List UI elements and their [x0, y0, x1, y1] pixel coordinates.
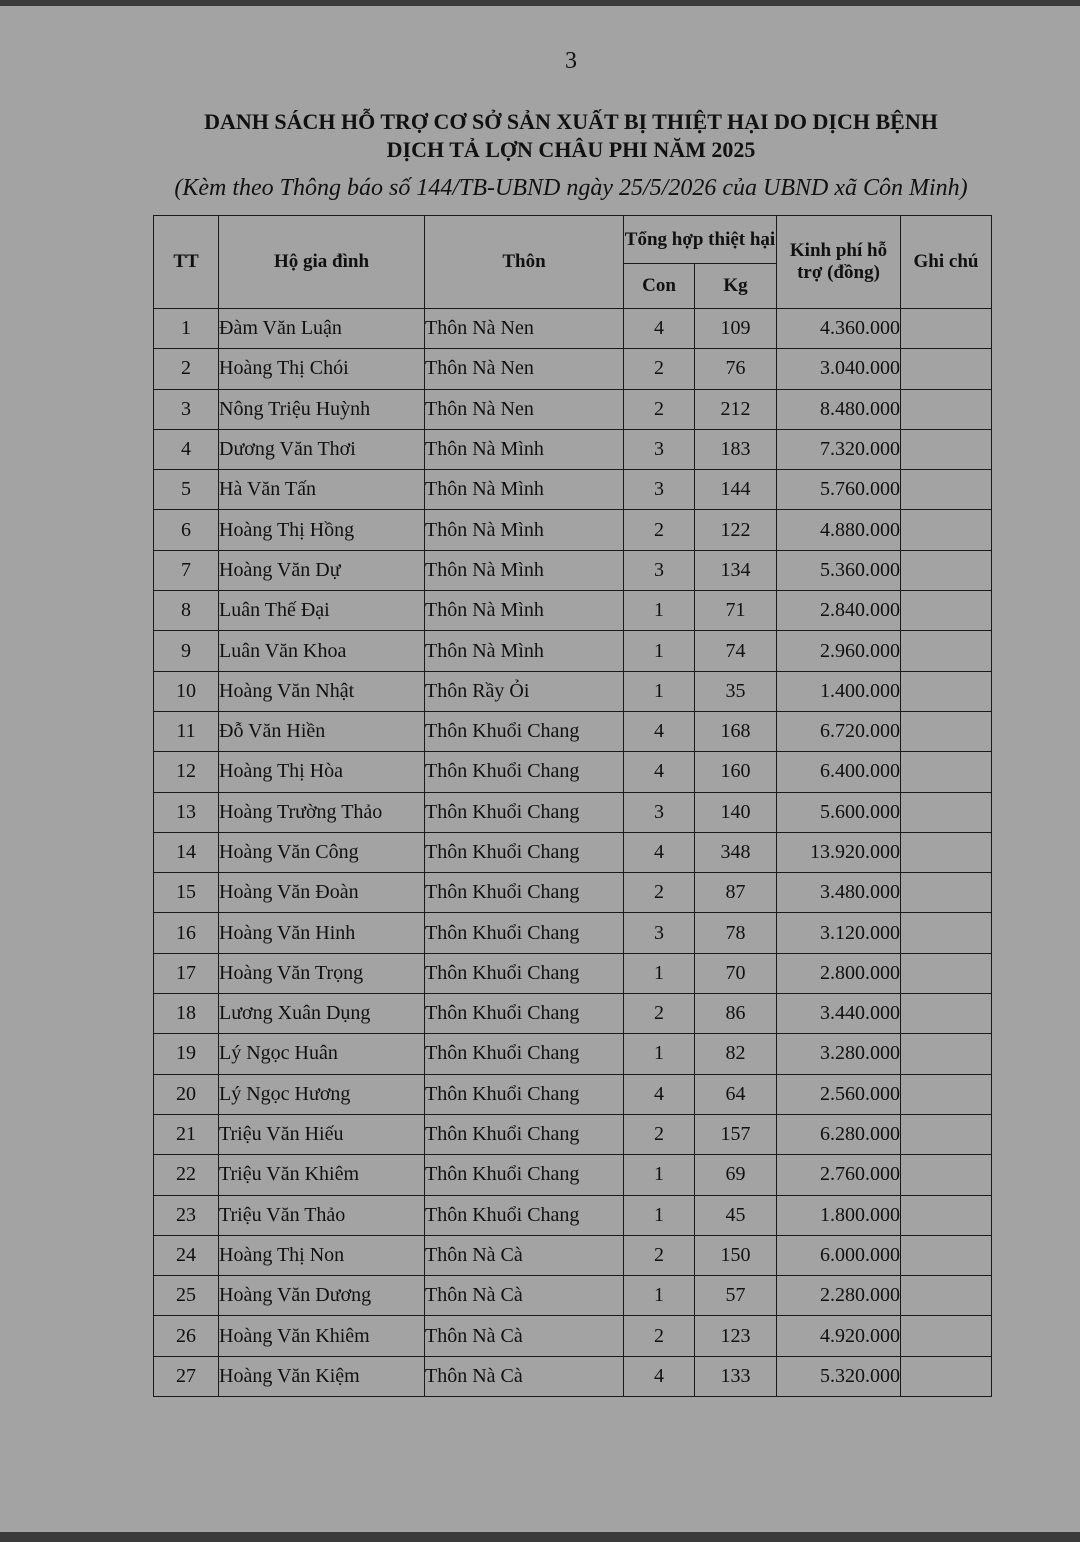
cell-kg: 134: [695, 550, 777, 590]
table-row: [154, 1316, 992, 1356]
cell-tt: 17: [154, 953, 219, 993]
cell-kg: 212: [695, 389, 777, 429]
cell-con: 1: [624, 591, 695, 631]
cell-support-amount: 1.800.000: [777, 1195, 901, 1235]
cell-note: [901, 349, 992, 389]
title-line-2: DỊCH TẢ LỢN CHÂU PHI NĂM 2025: [386, 137, 756, 162]
cell-note: [901, 792, 992, 832]
cell-kg: 144: [695, 470, 777, 510]
cell-household: Hoàng Trường Thảo: [219, 792, 425, 832]
cell-tt: 22: [154, 1155, 219, 1195]
cell-support-amount: 4.920.000: [777, 1316, 901, 1356]
cell-household: Hoàng Văn Khiêm: [219, 1316, 425, 1356]
table-row: [154, 671, 992, 711]
cell-household: Triệu Văn Khiêm: [219, 1155, 425, 1195]
cell-note: [901, 550, 992, 590]
cell-household: Hoàng Thị Hồng: [219, 510, 425, 550]
cell-note: [901, 309, 992, 349]
cell-support-amount: 4.360.000: [777, 309, 901, 349]
table-row: [154, 752, 992, 792]
cell-tt: 24: [154, 1235, 219, 1275]
cell-tt: 27: [154, 1356, 219, 1396]
cell-note: [901, 389, 992, 429]
header-con: Con: [624, 264, 695, 309]
cell-village: Thôn Khuổi Chang: [425, 873, 624, 913]
cell-con: 1: [624, 1034, 695, 1074]
table-row: [154, 389, 992, 429]
cell-note: [901, 994, 992, 1034]
cell-note: [901, 1276, 992, 1316]
table-header: [154, 216, 992, 309]
table-body: [154, 309, 992, 1397]
cell-village: Thôn Nà Mình: [425, 510, 624, 550]
cell-household: Hoàng Thị Chói: [219, 349, 425, 389]
cell-village: Thôn Khuổi Chang: [425, 1114, 624, 1154]
cell-note: [901, 711, 992, 751]
cell-support-amount: 1.400.000: [777, 671, 901, 711]
cell-con: 4: [624, 832, 695, 872]
cell-support-amount: 3.120.000: [777, 913, 901, 953]
cell-con: 2: [624, 1114, 695, 1154]
cell-village: Thôn Khuổi Chang: [425, 953, 624, 993]
header-village: Thôn: [425, 216, 624, 309]
cell-kg: 35: [695, 671, 777, 711]
cell-note: [901, 832, 992, 872]
cell-con: 2: [624, 994, 695, 1034]
table-row: [154, 349, 992, 389]
cell-household: Hoàng Văn Nhật: [219, 671, 425, 711]
table-row: [154, 1235, 992, 1275]
cell-village: Thôn Nà Cà: [425, 1235, 624, 1275]
cell-village: Thôn Nà Mình: [425, 429, 624, 469]
cell-support-amount: 6.720.000: [777, 711, 901, 751]
cell-kg: 82: [695, 1034, 777, 1074]
cell-kg: 168: [695, 711, 777, 751]
cell-household: Đỗ Văn Hiền: [219, 711, 425, 751]
cell-tt: 3: [154, 389, 219, 429]
cell-tt: 16: [154, 913, 219, 953]
cell-tt: 7: [154, 550, 219, 590]
cell-tt: 15: [154, 873, 219, 913]
cell-tt: 18: [154, 994, 219, 1034]
cell-household: Hoàng Văn Đoàn: [219, 873, 425, 913]
cell-kg: 133: [695, 1356, 777, 1396]
cell-note: [901, 1155, 992, 1195]
table-row: [154, 873, 992, 913]
cell-support-amount: 3.480.000: [777, 873, 901, 913]
top-edge-bar: [0, 0, 1080, 6]
table-row: [154, 953, 992, 993]
cell-con: 2: [624, 873, 695, 913]
cell-village: Thôn Nà Nen: [425, 309, 624, 349]
cell-household: Hà Văn Tấn: [219, 470, 425, 510]
table-row: [154, 429, 992, 469]
cell-support-amount: 6.280.000: [777, 1114, 901, 1154]
cell-support-amount: 2.280.000: [777, 1276, 901, 1316]
header-tt: TT: [154, 216, 219, 309]
cell-kg: 86: [695, 994, 777, 1034]
cell-household: Hoàng Văn Trọng: [219, 953, 425, 993]
cell-village: Thôn Khuổi Chang: [425, 792, 624, 832]
cell-note: [901, 913, 992, 953]
cell-village: Thôn Khuổi Chang: [425, 1195, 624, 1235]
cell-tt: 6: [154, 510, 219, 550]
cell-note: [901, 470, 992, 510]
cell-tt: 10: [154, 671, 219, 711]
cell-kg: 157: [695, 1114, 777, 1154]
cell-kg: 71: [695, 591, 777, 631]
cell-tt: 9: [154, 631, 219, 671]
cell-con: 3: [624, 550, 695, 590]
cell-kg: 122: [695, 510, 777, 550]
cell-household: Lý Ngọc Hương: [219, 1074, 425, 1114]
cell-support-amount: 2.760.000: [777, 1155, 901, 1195]
cell-support-amount: 2.800.000: [777, 953, 901, 993]
cell-kg: 109: [695, 309, 777, 349]
cell-con: 1: [624, 671, 695, 711]
cell-tt: 2: [154, 349, 219, 389]
cell-support-amount: 3.280.000: [777, 1034, 901, 1074]
document-title: [0, 108, 1080, 164]
cell-household: Hoàng Văn Kiệm: [219, 1356, 425, 1396]
cell-village: Thôn Nà Cà: [425, 1356, 624, 1396]
cell-con: 3: [624, 429, 695, 469]
cell-note: [901, 1356, 992, 1396]
cell-con: 3: [624, 792, 695, 832]
cell-village: Thôn Khuổi Chang: [425, 1155, 624, 1195]
cell-con: 1: [624, 1276, 695, 1316]
cell-village: Thôn Khuổi Chang: [425, 711, 624, 751]
cell-support-amount: 13.920.000: [777, 832, 901, 872]
cell-con: 3: [624, 913, 695, 953]
cell-note: [901, 1074, 992, 1114]
cell-support-amount: 3.440.000: [777, 994, 901, 1034]
cell-kg: 160: [695, 752, 777, 792]
cell-con: 2: [624, 510, 695, 550]
cell-support-amount: 8.480.000: [777, 389, 901, 429]
cell-household: Hoàng Thị Non: [219, 1235, 425, 1275]
cell-note: [901, 429, 992, 469]
cell-village: Thôn Khuổi Chang: [425, 752, 624, 792]
cell-note: [901, 631, 992, 671]
table-row: [154, 631, 992, 671]
cell-household: Dương Văn Thơi: [219, 429, 425, 469]
table-row: [154, 1114, 992, 1154]
cell-support-amount: 5.760.000: [777, 470, 901, 510]
table-row: [154, 309, 992, 349]
cell-support-amount: 4.880.000: [777, 510, 901, 550]
cell-kg: 76: [695, 349, 777, 389]
cell-kg: 348: [695, 832, 777, 872]
cell-con: 2: [624, 389, 695, 429]
cell-support-amount: 5.320.000: [777, 1356, 901, 1396]
cell-tt: 11: [154, 711, 219, 751]
cell-note: [901, 671, 992, 711]
cell-note: [901, 1034, 992, 1074]
cell-support-amount: 6.400.000: [777, 752, 901, 792]
cell-village: Thôn Nà Cà: [425, 1276, 624, 1316]
bottom-edge-bar: [0, 1532, 1080, 1542]
page-number: 3: [565, 48, 577, 74]
cell-household: Đàm Văn Luận: [219, 309, 425, 349]
cell-tt: 1: [154, 309, 219, 349]
table-row: [154, 711, 992, 751]
cell-kg: 150: [695, 1235, 777, 1275]
table-row: [154, 792, 992, 832]
cell-tt: 20: [154, 1074, 219, 1114]
cell-tt: 5: [154, 470, 219, 510]
cell-kg: 183: [695, 429, 777, 469]
cell-support-amount: 5.360.000: [777, 550, 901, 590]
table-row: [154, 913, 992, 953]
cell-note: [901, 873, 992, 913]
cell-note: [901, 510, 992, 550]
cell-tt: 8: [154, 591, 219, 631]
cell-note: [901, 1316, 992, 1356]
table-row: [154, 994, 992, 1034]
cell-note: [901, 953, 992, 993]
table-row: [154, 591, 992, 631]
cell-tt: 19: [154, 1034, 219, 1074]
cell-note: [901, 1195, 992, 1235]
cell-village: Thôn Khuổi Chang: [425, 832, 624, 872]
cell-con: 4: [624, 309, 695, 349]
cell-kg: 45: [695, 1195, 777, 1235]
cell-con: 3: [624, 470, 695, 510]
cell-con: 2: [624, 1316, 695, 1356]
table-row: [154, 510, 992, 550]
cell-support-amount: 6.000.000: [777, 1235, 901, 1275]
document-subtitle: (Kèm theo Thông báo số 144/TB-UBND ngày 25/5/2026 của UBND xã Côn Minh): [174, 175, 968, 201]
cell-kg: 64: [695, 1074, 777, 1114]
cell-con: 4: [624, 752, 695, 792]
cell-tt: 25: [154, 1276, 219, 1316]
cell-household: Luân Thế Đại: [219, 591, 425, 631]
table-row: [154, 550, 992, 590]
cell-household: Nông Triệu Huỳnh: [219, 389, 425, 429]
cell-household: Luân Văn Khoa: [219, 631, 425, 671]
table-row: [154, 470, 992, 510]
cell-household: Hoàng Thị Hòa: [219, 752, 425, 792]
cell-tt: 12: [154, 752, 219, 792]
cell-kg: 69: [695, 1155, 777, 1195]
cell-kg: 74: [695, 631, 777, 671]
table-row: [154, 1276, 992, 1316]
table-row: [154, 1034, 992, 1074]
cell-note: [901, 1114, 992, 1154]
cell-support-amount: 2.840.000: [777, 591, 901, 631]
header-note: Ghi chú: [901, 216, 992, 309]
cell-village: Thôn Khuổi Chang: [425, 1074, 624, 1114]
cell-tt: 23: [154, 1195, 219, 1235]
cell-kg: 70: [695, 953, 777, 993]
cell-con: 2: [624, 1235, 695, 1275]
cell-village: Thôn Nà Mình: [425, 550, 624, 590]
cell-household: Lương Xuân Dụng: [219, 994, 425, 1034]
cell-con: 1: [624, 1155, 695, 1195]
cell-note: [901, 1235, 992, 1275]
cell-household: Triệu Văn Thảo: [219, 1195, 425, 1235]
cell-con: 2: [624, 349, 695, 389]
cell-support-amount: 2.560.000: [777, 1074, 901, 1114]
cell-note: [901, 752, 992, 792]
cell-note: [901, 591, 992, 631]
cell-kg: 78: [695, 913, 777, 953]
title-line-1: DANH SÁCH HỖ TRỢ CƠ SỞ SẢN XUẤT BỊ THIỆT HẠI DO DỊCH BỆNH: [204, 109, 938, 134]
damage-table: [153, 215, 992, 1397]
cell-village: Thôn Khuổi Chang: [425, 1034, 624, 1074]
cell-con: 1: [624, 631, 695, 671]
cell-support-amount: 5.600.000: [777, 792, 901, 832]
table-row: [154, 832, 992, 872]
header-household: Hộ gia đình: [219, 216, 425, 309]
cell-household: Hoàng Văn Dương: [219, 1276, 425, 1316]
cell-tt: 13: [154, 792, 219, 832]
cell-support-amount: 7.320.000: [777, 429, 901, 469]
cell-kg: 87: [695, 873, 777, 913]
cell-tt: 21: [154, 1114, 219, 1154]
cell-village: Thôn Rầy Ỏi: [425, 671, 624, 711]
cell-household: Hoàng Văn Hinh: [219, 913, 425, 953]
cell-kg: 123: [695, 1316, 777, 1356]
cell-village: Thôn Nà Cà: [425, 1316, 624, 1356]
header-support-cost: Kinh phí hỗ trợ (đồng): [777, 216, 901, 309]
cell-village: Thôn Nà Mình: [425, 631, 624, 671]
cell-kg: 57: [695, 1276, 777, 1316]
cell-tt: 4: [154, 429, 219, 469]
cell-village: Thôn Nà Mình: [425, 591, 624, 631]
table-row: [154, 1074, 992, 1114]
cell-con: 4: [624, 1356, 695, 1396]
cell-con: 4: [624, 1074, 695, 1114]
cell-household: Hoàng Văn Công: [219, 832, 425, 872]
table-row: [154, 1356, 992, 1396]
cell-village: Thôn Nà Nen: [425, 349, 624, 389]
table-row: [154, 1195, 992, 1235]
cell-village: Thôn Khuổi Chang: [425, 913, 624, 953]
header-damage-summary: Tổng hợp thiệt hại: [624, 216, 777, 264]
cell-household: Lý Ngọc Huân: [219, 1034, 425, 1074]
cell-con: 1: [624, 1195, 695, 1235]
cell-village: Thôn Nà Nen: [425, 389, 624, 429]
cell-village: Thôn Khuổi Chang: [425, 994, 624, 1034]
header-kg: Kg: [695, 264, 777, 309]
cell-con: 1: [624, 953, 695, 993]
cell-village: Thôn Nà Mình: [425, 470, 624, 510]
cell-support-amount: 2.960.000: [777, 631, 901, 671]
cell-kg: 140: [695, 792, 777, 832]
cell-support-amount: 3.040.000: [777, 349, 901, 389]
table-row: [154, 1155, 992, 1195]
cell-con: 4: [624, 711, 695, 751]
cell-tt: 14: [154, 832, 219, 872]
cell-household: Triệu Văn Hiếu: [219, 1114, 425, 1154]
cell-household: Hoàng Văn Dự: [219, 550, 425, 590]
cell-tt: 26: [154, 1316, 219, 1356]
